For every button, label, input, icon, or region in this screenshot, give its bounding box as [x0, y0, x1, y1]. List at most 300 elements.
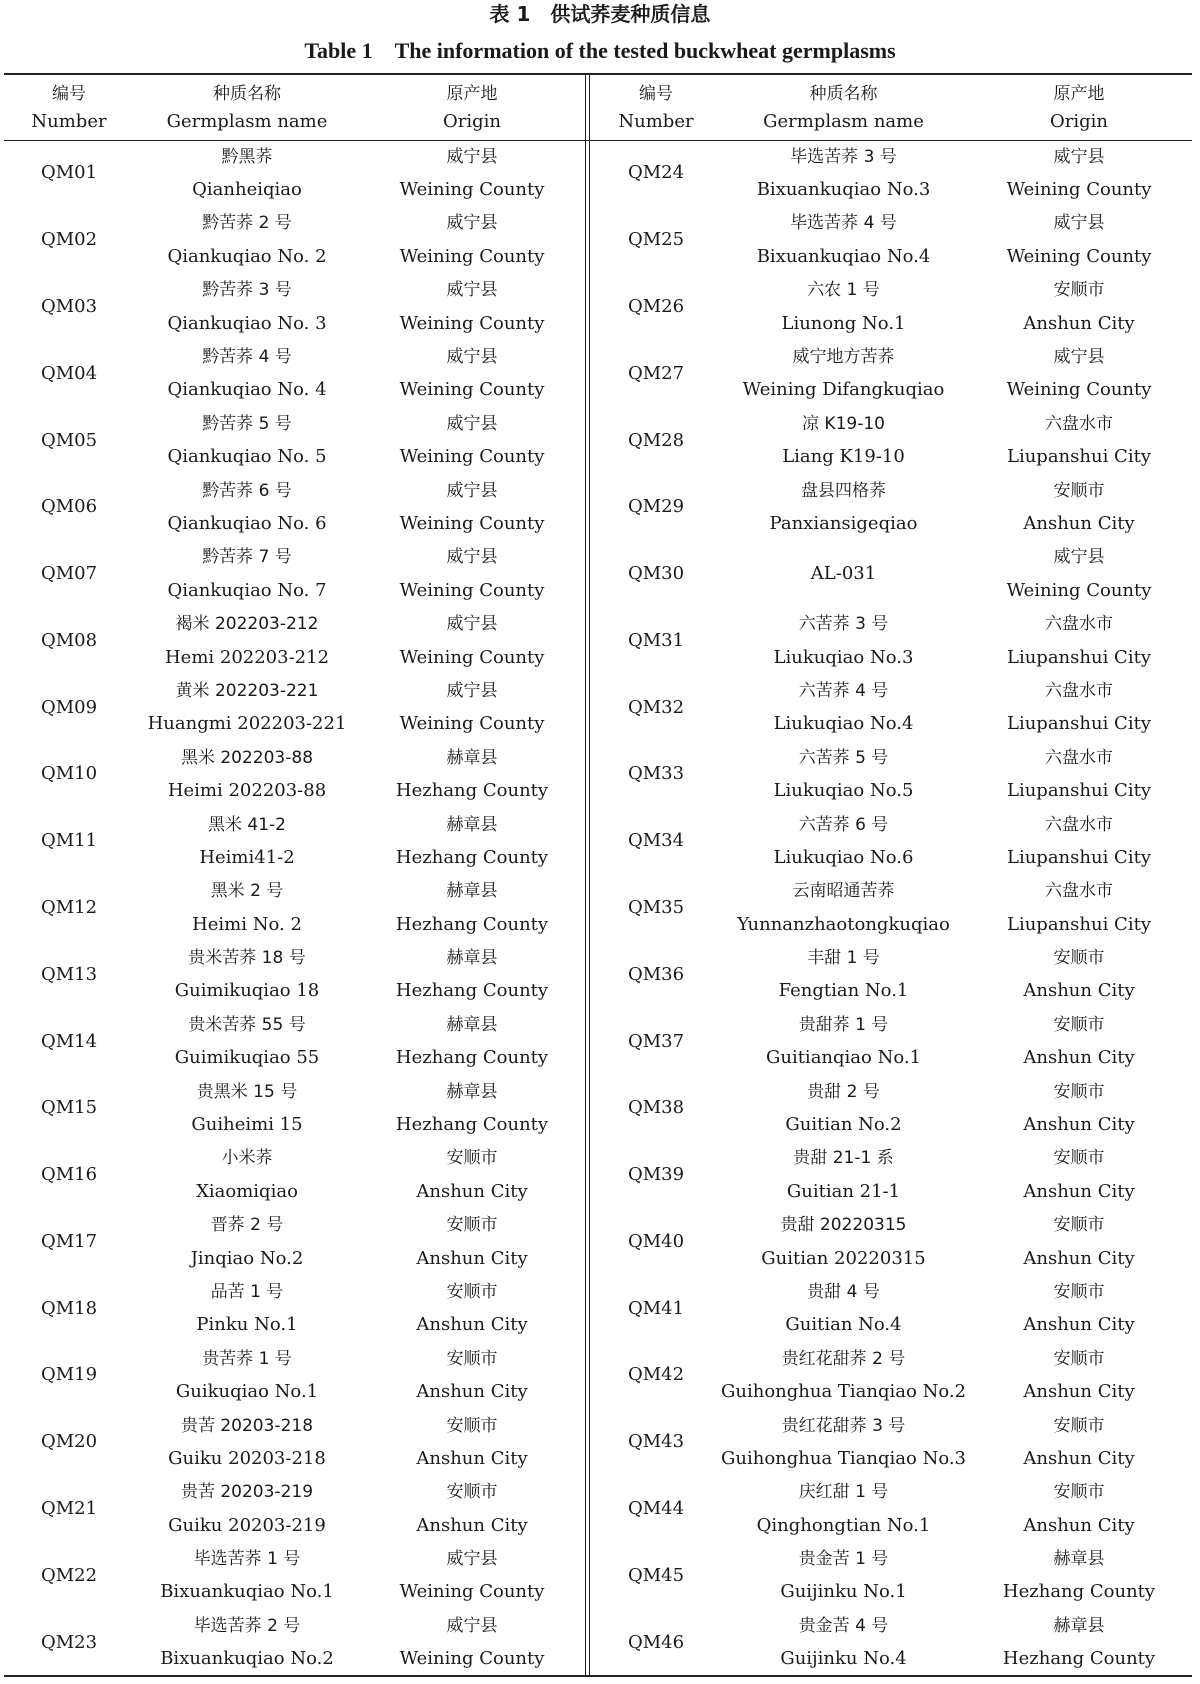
germplasm-name-en: Fengtian No.1 [778, 980, 909, 1002]
germplasm-name-cn [721, 1275, 966, 1308]
origin-en: Weining County [399, 446, 545, 468]
germplasm-name-cn-text: 毕选苦荞 1 号 [193, 1549, 301, 1570]
germplasm-name-en: Qianheiqiao [192, 179, 302, 201]
origin-en: Weining County [399, 579, 545, 601]
germplasm-name-en: Qiankuqiao No. 2 [167, 245, 327, 267]
table-row [4, 941, 584, 974]
germplasm-name-cn [134, 340, 360, 373]
header-name [721, 75, 966, 140]
table-row [591, 1609, 1192, 1642]
germplasm-name-en: Liunong No.1 [781, 312, 906, 334]
origin-cn-text: 赫章县 [446, 1014, 498, 1035]
origin-cn-text: 安顺市 [446, 1215, 498, 1236]
germplasm-number: QM08 [40, 629, 98, 651]
origin-cn [360, 474, 584, 507]
header-row [4, 75, 584, 140]
germplasm-number: QM06 [40, 496, 98, 518]
origin-cn [360, 1209, 584, 1242]
germplasm-number: QM25 [627, 229, 685, 251]
origin-en: Liupanshui City [1007, 646, 1151, 668]
germplasm-number: QM03 [40, 295, 98, 317]
germplasm-name-en: Liukuqiao No.4 [773, 713, 914, 735]
germplasm-number: QM10 [40, 763, 98, 785]
germplasm-name-cn [721, 140, 966, 173]
germplasm-number: QM05 [40, 429, 98, 451]
origin-cn [966, 407, 1192, 440]
origin-cn [360, 340, 584, 373]
origin-cn [966, 340, 1192, 373]
origin-en: Liupanshui City [1007, 780, 1151, 802]
germplasm-table-right [591, 75, 1192, 1676]
origin-en: Anshun City [416, 1381, 528, 1403]
origin-cn [360, 741, 584, 774]
origin-cn-text: 赫章县 [446, 948, 498, 969]
germplasm-name-cn-text: 六苦荞 4 号 [798, 680, 889, 701]
header-origin-en: Origin [443, 110, 501, 132]
origin-cn [966, 1609, 1192, 1642]
germplasm-name-en: Guihonghua Tianqiao No.2 [721, 1381, 967, 1403]
germplasm-number: QM13 [40, 963, 98, 985]
germplasm-name-cn-text: 黔苦荞 2 号 [202, 213, 292, 234]
origin-cn [966, 541, 1192, 574]
origin-en: Weining County [399, 1648, 545, 1670]
origin-cn [966, 674, 1192, 707]
origin-en: Anshun City [416, 1247, 528, 1269]
origin-cn [966, 1542, 1192, 1575]
origin-en: Hezhang County [395, 913, 549, 935]
table-row [4, 474, 584, 507]
germplasm-name-cn [721, 1342, 966, 1375]
germplasm-name-en: Qiankuqiao No. 6 [167, 512, 327, 534]
germplasm-number: QM32 [627, 696, 685, 718]
origin-en: Hezhang County [395, 1114, 549, 1136]
germplasm-number: QM38 [627, 1097, 685, 1119]
germplasm-name-cn-text: 贵甜 21-1 系 [793, 1148, 894, 1169]
origin-en: Weining County [1006, 579, 1152, 601]
table-row [4, 674, 584, 707]
germplasm-name-en: Heimi 202203-88 [167, 780, 327, 802]
origin-en: Hezhang County [395, 846, 549, 868]
table-row [591, 1476, 1192, 1509]
germplasm-name-cn-text: 凉 K19-10 [802, 413, 885, 434]
germplasm-name-cn-text: 贵金苦 4 号 [798, 1615, 889, 1636]
origin-en: Weining County [399, 713, 545, 735]
table-row [4, 274, 584, 307]
germplasm-number: QM20 [40, 1431, 98, 1453]
origin-cn [966, 875, 1192, 908]
table-row [591, 140, 1192, 173]
table-row [4, 875, 584, 908]
origin-cn-text: 六盘水市 [1045, 413, 1113, 434]
germplasm-name-cn [721, 741, 966, 774]
germplasm-name-cn [134, 274, 360, 307]
table-row [4, 1142, 584, 1175]
origin-cn [360, 1342, 584, 1375]
germplasm-name-en: Qinghongtian No.1 [756, 1514, 931, 1536]
germplasm-name-cn-text: 六苦荞 6 号 [798, 814, 889, 835]
table-row [591, 1209, 1192, 1242]
germplasm-name-cn [134, 607, 360, 640]
table-row [591, 875, 1192, 908]
origin-en: Anshun City [416, 1180, 528, 1202]
origin-cn-text: 威宁县 [446, 1615, 498, 1636]
germplasm-name-cn-text: 贵金苦 1 号 [798, 1549, 889, 1570]
germplasm-number: QM17 [40, 1230, 98, 1252]
origin-cn [360, 207, 584, 240]
origin-cn-text: 安顺市 [1053, 480, 1105, 501]
germplasm-name-cn [134, 407, 360, 440]
germplasm-name-en: Qiankuqiao No. 3 [167, 312, 327, 334]
table-caption-english: Table 1 The information of the tested buckwheat germplasms [304, 38, 896, 63]
origin-cn [360, 1409, 584, 1442]
germplasm-name-cn [134, 1075, 360, 1108]
germplasm-name-cn-text: 贵红花甜荞 3 号 [781, 1415, 906, 1436]
germplasm-name-cn [721, 808, 966, 841]
origin-cn [360, 274, 584, 307]
origin-cn-text: 安顺市 [1053, 1281, 1105, 1302]
germplasm-number: QM19 [40, 1364, 98, 1386]
table-row [4, 1342, 584, 1375]
origin-cn-text: 安顺市 [1053, 1215, 1105, 1236]
germplasm-name-en: Guitian No.2 [785, 1114, 902, 1136]
column-divider [585, 74, 586, 1676]
origin-en: Weining County [399, 179, 545, 201]
germplasm-name-cn [134, 674, 360, 707]
origin-cn [360, 1542, 584, 1575]
header-name-cn: 种质名称 [809, 83, 878, 104]
origin-cn-text: 威宁县 [446, 614, 498, 635]
origin-en: Hezhang County [395, 980, 549, 1002]
origin-en: Weining County [399, 379, 545, 401]
germplasm-name-en: Guiku 20203-219 [168, 1514, 326, 1536]
germplasm-name-en: Guijinku No.4 [780, 1648, 907, 1670]
germplasm-number: QM04 [40, 362, 98, 384]
germplasm-number: QM31 [627, 629, 685, 651]
germplasm-name-en: Guijinku No.1 [780, 1581, 907, 1603]
germplasm-name-cn [134, 1275, 360, 1308]
origin-cn-text: 安顺市 [1053, 1081, 1105, 1102]
table-row [591, 741, 1192, 774]
header-number [4, 75, 134, 140]
table-row [591, 541, 1192, 574]
table-row [4, 1008, 584, 1041]
germplasm-name-cn-text: 黑米 202203-88 [180, 747, 314, 768]
origin-cn [966, 607, 1192, 640]
germplasm-name-en: Weining Difangkuqiao [742, 379, 945, 401]
origin-en: Anshun City [416, 1314, 528, 1336]
header-origin-cn: 原产地 [1053, 83, 1105, 104]
germplasm-name-cn-text: 褐米 202203-212 [175, 614, 319, 635]
germplasm-number: QM28 [627, 429, 685, 451]
origin-en: Anshun City [1023, 312, 1135, 334]
germplasm-number: QM30 [627, 563, 685, 585]
origin-en: Anshun City [1023, 512, 1135, 534]
germplasm-name-cn-text: 黔苦荞 3 号 [202, 280, 292, 301]
table-row [591, 674, 1192, 707]
header-origin [966, 75, 1192, 140]
header-name-en: Germplasm name [763, 110, 924, 132]
table-row [591, 340, 1192, 373]
germplasm-name-cn-text: 黄米 202203-221 [175, 680, 319, 701]
germplasm-name-en: Guimikuqiao 55 [174, 1047, 320, 1069]
origin-cn-text: 安顺市 [1053, 1482, 1105, 1503]
origin-cn [360, 941, 584, 974]
header-row [591, 75, 1192, 140]
table-row [4, 340, 584, 373]
origin-cn [966, 474, 1192, 507]
origin-en: Weining County [399, 646, 545, 668]
germplasm-name-cn [721, 1075, 966, 1108]
header-origin-cn: 原产地 [446, 83, 498, 104]
germplasm-number: QM33 [627, 763, 685, 785]
germplasm-name-cn [134, 1008, 360, 1041]
germplasm-name-cn-text: 黔黑荞 [221, 146, 273, 167]
germplasm-name-cn-text: 丰甜 1 号 [807, 948, 880, 969]
origin-en: Hezhang County [1002, 1648, 1156, 1670]
origin-cn-text: 赫章县 [446, 881, 498, 902]
germplasm-number: QM45 [627, 1564, 685, 1586]
germplasm-name-cn [721, 407, 966, 440]
germplasm-name-cn [721, 207, 966, 240]
table-row [591, 1075, 1192, 1108]
germplasm-name-cn-text: 贵甜荞 1 号 [798, 1014, 889, 1035]
germplasm-name-cn [134, 1142, 360, 1175]
germplasm-number: QM44 [627, 1498, 685, 1520]
germplasm-name-cn [134, 1542, 360, 1575]
germplasm-name-cn [134, 474, 360, 507]
origin-en: Anshun City [1023, 1447, 1135, 1469]
origin-cn [360, 1476, 584, 1509]
germplasm-name-cn-text: 黑米 2 号 [210, 881, 284, 902]
origin-cn-text: 威宁县 [1053, 547, 1105, 568]
germplasm-name-cn-text: 黔苦荞 6 号 [202, 480, 292, 501]
origin-cn [966, 1008, 1192, 1041]
germplasm-name-en: Hemi 202203-212 [164, 646, 330, 668]
table-row [4, 407, 584, 440]
germplasm-number: QM09 [40, 696, 98, 718]
germplasm-name-en: AL-031 [810, 563, 877, 585]
table-row [4, 207, 584, 240]
germplasm-name-en: Guikuqiao No.1 [175, 1381, 319, 1403]
germplasm-number: QM02 [40, 229, 98, 251]
germplasm-name-en: Yunnanzhaotongkuqiao [737, 913, 950, 935]
origin-cn-text: 威宁县 [446, 680, 498, 701]
germplasm-name-cn [134, 1476, 360, 1509]
origin-en: Hezhang County [395, 1047, 549, 1069]
table-row [4, 808, 584, 841]
germplasm-name-cn-text: 小米荞 [221, 1148, 273, 1169]
germplasm-name-cn [721, 607, 966, 640]
germplasm-name-en: Xiaomiqiao [196, 1180, 298, 1202]
germplasm-number: QM46 [627, 1631, 685, 1653]
germplasm-name-cn-text: 毕选苦荞 2 号 [193, 1615, 301, 1636]
germplasm-name-cn [721, 1008, 966, 1041]
origin-en: Weining County [399, 1581, 545, 1603]
origin-cn-text: 赫章县 [446, 747, 498, 768]
origin-cn-text: 威宁县 [446, 1549, 498, 1570]
germplasm-name-cn-text: 黔苦荞 5 号 [202, 413, 292, 434]
origin-en: Liupanshui City [1007, 446, 1151, 468]
germplasm-name-cn [134, 541, 360, 574]
origin-cn [360, 1075, 584, 1108]
germplasm-name-cn [134, 875, 360, 908]
germplasm-number: QM27 [627, 362, 685, 384]
germplasm-name-cn-text: 贵苦 20203-218 [180, 1415, 314, 1436]
germplasm-name-en: Guiku 20203-218 [168, 1447, 326, 1469]
table-row [591, 1542, 1192, 1575]
germplasm-name-cn-text: 黑米 41-2 [208, 814, 286, 835]
table-row [4, 1542, 584, 1575]
origin-cn-text: 安顺市 [446, 1482, 498, 1503]
germplasm-number: QM18 [40, 1297, 98, 1319]
germplasm-name-cn-text: 毕选苦荞 3 号 [790, 146, 897, 167]
table-row [591, 808, 1192, 841]
origin-cn [966, 207, 1192, 240]
origin-cn-text: 威宁县 [446, 213, 498, 234]
germplasm-name-en: Bixuankuqiao No.1 [160, 1581, 334, 1603]
germplasm-number: QM40 [627, 1230, 685, 1252]
origin-cn-text: 威宁县 [1053, 146, 1105, 167]
origin-cn [360, 1609, 584, 1642]
germplasm-name-cn-text: 晋荞 2 号 [210, 1215, 284, 1236]
germplasm-number: QM37 [627, 1030, 685, 1052]
table-row [4, 1476, 584, 1509]
table-row [591, 1342, 1192, 1375]
table-row [591, 207, 1192, 240]
germplasm-name-cn-text: 贵甜 2 号 [807, 1081, 880, 1102]
germplasm-name-cn [721, 1209, 966, 1242]
header-number-cn: 编号 [639, 83, 673, 104]
origin-cn-text: 赫章县 [446, 1081, 498, 1102]
germplasm-name-en: Bixuankuqiao No.4 [756, 245, 931, 267]
origin-en: Weining County [1006, 179, 1152, 201]
germplasm-number: QM14 [40, 1030, 98, 1052]
table-row [591, 1409, 1192, 1442]
germplasm-name-en: Guihonghua Tianqiao No.3 [721, 1447, 967, 1469]
germplasm-number: QM01 [40, 162, 98, 184]
germplasm-name-en: Guitian 20220315 [761, 1247, 926, 1269]
germplasm-number: QM42 [627, 1364, 685, 1386]
origin-cn [360, 674, 584, 707]
header-name [134, 75, 360, 140]
origin-cn-text: 威宁县 [446, 280, 498, 301]
germplasm-name-cn [721, 875, 966, 908]
germplasm-name-cn-text: 贵黑米 15 号 [196, 1081, 298, 1102]
origin-cn-text: 威宁县 [446, 547, 498, 568]
germplasm-name-cn [134, 741, 360, 774]
table-row [4, 607, 584, 640]
table-caption-chinese: 表 1 供试荞麦种质信息 [489, 2, 711, 26]
origin-cn-text: 六盘水市 [1045, 814, 1113, 835]
header-origin-en: Origin [1050, 110, 1108, 132]
germplasm-name-en: Guitian No.4 [785, 1314, 902, 1336]
origin-cn [360, 875, 584, 908]
origin-cn [360, 1275, 584, 1308]
origin-cn [966, 741, 1192, 774]
germplasm-name-cn-text: 云南昭通苦荞 [792, 881, 895, 902]
origin-cn-text: 威宁县 [446, 413, 498, 434]
origin-cn [966, 1275, 1192, 1308]
germplasm-name-cn-text: 贵红花甜荞 2 号 [781, 1348, 906, 1369]
origin-en: Anshun City [416, 1514, 528, 1536]
origin-cn-text: 安顺市 [446, 1281, 498, 1302]
origin-cn [360, 607, 584, 640]
germplasm-name-cn [721, 674, 966, 707]
origin-cn-text: 赫章县 [1053, 1615, 1105, 1636]
germplasm-name-cn [134, 808, 360, 841]
germplasm-name-cn [721, 1542, 966, 1575]
germplasm-name-cn-text: 盘县四格荞 [801, 480, 886, 501]
origin-en: Anshun City [1023, 1180, 1135, 1202]
germplasm-number: QM26 [627, 295, 685, 317]
germplasm-name-en: Guimikuqiao 18 [174, 980, 320, 1002]
germplasm-number: QM22 [40, 1564, 98, 1586]
germplasm-name-cn [134, 1409, 360, 1442]
germplasm-name-en: Guiheimi 15 [191, 1114, 303, 1136]
germplasm-number: QM36 [627, 963, 685, 985]
germplasm-name-cn [721, 274, 966, 307]
origin-cn-text: 安顺市 [1053, 1348, 1105, 1369]
origin-cn-text: 赫章县 [1053, 1549, 1105, 1570]
origin-cn [966, 1476, 1192, 1509]
germplasm-name-en: Jinqiao No.2 [190, 1247, 304, 1269]
origin-cn [966, 1075, 1192, 1108]
origin-cn-text: 安顺市 [1053, 1014, 1105, 1035]
origin-en: Hezhang County [1002, 1581, 1156, 1603]
origin-cn [966, 1209, 1192, 1242]
germplasm-name-en: Liang K19-10 [782, 446, 905, 468]
germplasm-name-cn [721, 1609, 966, 1642]
germplasm-table-left [4, 75, 584, 1676]
germplasm-number: QM15 [40, 1097, 98, 1119]
origin-en: Anshun City [1023, 980, 1135, 1002]
origin-cn [360, 407, 584, 440]
origin-en: Anshun City [1023, 1114, 1135, 1136]
germplasm-name-cn-text: 庆红甜 1 号 [798, 1482, 889, 1503]
header-number-cn: 编号 [52, 83, 86, 104]
germplasm-name-cn-text: 黔苦荞 4 号 [202, 347, 292, 368]
germplasm-name-cn-text: 贵苦 20203-219 [180, 1482, 314, 1503]
germplasm-name-cn [721, 1409, 966, 1442]
origin-en: Anshun City [416, 1447, 528, 1469]
table-row [591, 941, 1192, 974]
header-name-cn: 种质名称 [213, 83, 281, 104]
germplasm-name-cn-text: 黔苦荞 7 号 [202, 547, 292, 568]
germplasm-name-cn-text: 贵甜 4 号 [807, 1281, 880, 1302]
table-row [591, 1008, 1192, 1041]
origin-cn-text: 威宁县 [1053, 213, 1105, 234]
germplasm-name-cn [134, 207, 360, 240]
table-row [4, 1209, 584, 1242]
germplasm-name-cn-text: 贵米苦荞 18 号 [188, 948, 306, 969]
germplasm-name-cn [134, 140, 360, 173]
germplasm-name-en: Qiankuqiao No. 7 [167, 579, 327, 601]
header-name-en: Germplasm name [166, 110, 328, 132]
table-row [4, 1409, 584, 1442]
germplasm-name-cn-text: 贵甜 20220315 [780, 1215, 907, 1236]
germplasm-name-cn [134, 1209, 360, 1242]
origin-cn [360, 808, 584, 841]
origin-en: Weining County [1006, 379, 1152, 401]
table-row [4, 1609, 584, 1642]
table-row [591, 1275, 1192, 1308]
origin-cn-text: 威宁县 [446, 480, 498, 501]
table-row [4, 1075, 584, 1108]
germplasm-name-en: Panxiansigeqiao [769, 512, 918, 534]
table-row [591, 407, 1192, 440]
origin-en: Hezhang County [395, 780, 549, 802]
origin-cn-text: 安顺市 [1053, 948, 1105, 969]
